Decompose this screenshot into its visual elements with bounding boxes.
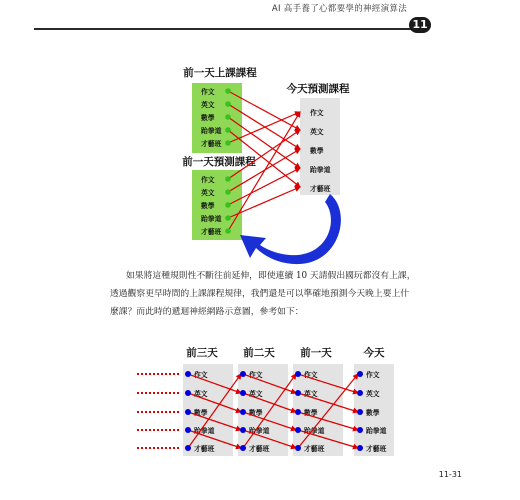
col2-label: 數學 — [249, 409, 263, 417]
running-header-title: AI 高手養了心都要學的神經演算法 — [271, 4, 407, 14]
chapter-number-tab: 11 — [409, 17, 431, 33]
body-line: 透過觀察更早時間的上課課程規律，我們還是可以準確地預測今天晚上要上什 — [110, 289, 410, 299]
col4-label: 才藝班 — [366, 445, 387, 453]
page-number: 11-31 — [438, 470, 462, 479]
col4-label: 作文 — [366, 371, 380, 379]
col3-label: 數學 — [304, 409, 318, 417]
prev-class-title: 前一天上課課程 — [183, 67, 257, 79]
col4-label: 英文 — [366, 390, 380, 398]
col1-label: 跆拳道 — [194, 427, 215, 435]
today-pred-label: 英文 — [310, 128, 324, 136]
col2-label: 英文 — [249, 390, 263, 398]
prev-class-label: 跆拳道 — [201, 127, 222, 135]
col3-label: 跆拳道 — [304, 427, 325, 435]
today-pred-title: 今天預測課程 — [286, 83, 350, 95]
prev-pred-title: 前一天預測課程 — [182, 156, 256, 168]
prev-class-label: 英文 — [201, 101, 215, 109]
column-title: 前一天 — [300, 347, 332, 359]
today-pred-label: 數學 — [310, 147, 324, 155]
prev-pred-label: 跆拳道 — [201, 215, 222, 223]
col-box-3 — [293, 364, 343, 456]
col3-label: 才藝班 — [304, 445, 325, 453]
column-title: 前二天 — [243, 347, 275, 359]
figure-rnn-unrolled — [137, 346, 394, 456]
prev-class-label: 作文 — [201, 88, 215, 96]
feedback-arrow — [240, 194, 341, 264]
today-pred-label: 跆拳道 — [310, 166, 331, 174]
col1-label: 英文 — [194, 390, 208, 398]
col2-label: 跆拳道 — [249, 427, 270, 435]
prev-class-label: 數學 — [201, 114, 215, 122]
today-pred-label: 才藝班 — [310, 185, 331, 193]
col2-label: 作文 — [249, 371, 263, 379]
incoming-dotted-lines — [137, 374, 180, 448]
prev-pred-label: 才藝班 — [201, 228, 222, 236]
prev-pred-label: 英文 — [201, 189, 215, 197]
body-line: 麼課？而此時的遞迴神經網路示意圖，參考如下： — [110, 307, 304, 317]
col2-label: 才藝班 — [249, 445, 270, 453]
today-pred-label: 作文 — [310, 109, 324, 117]
column-title: 今天 — [363, 347, 385, 359]
col4-label: 數學 — [366, 409, 380, 417]
col1-label: 才藝班 — [194, 445, 215, 453]
body-line: 如果將這種規則性不斷往前延伸，即使連續 10 天請假出國玩都沒有上課， — [126, 271, 416, 281]
column-title: 前三天 — [186, 347, 218, 359]
col3-label: 作文 — [304, 371, 318, 379]
prev-class-label: 才藝班 — [201, 140, 222, 148]
figure-rnn-one-step — [182, 66, 350, 264]
prev-pred-label: 作文 — [201, 176, 215, 184]
col1-label: 作文 — [194, 371, 208, 379]
col3-label: 英文 — [304, 390, 318, 398]
col1-label: 數學 — [194, 409, 208, 417]
prev-pred-label: 數學 — [201, 202, 215, 210]
col4-label: 跆拳道 — [366, 427, 387, 435]
body-paragraph — [110, 267, 416, 321]
